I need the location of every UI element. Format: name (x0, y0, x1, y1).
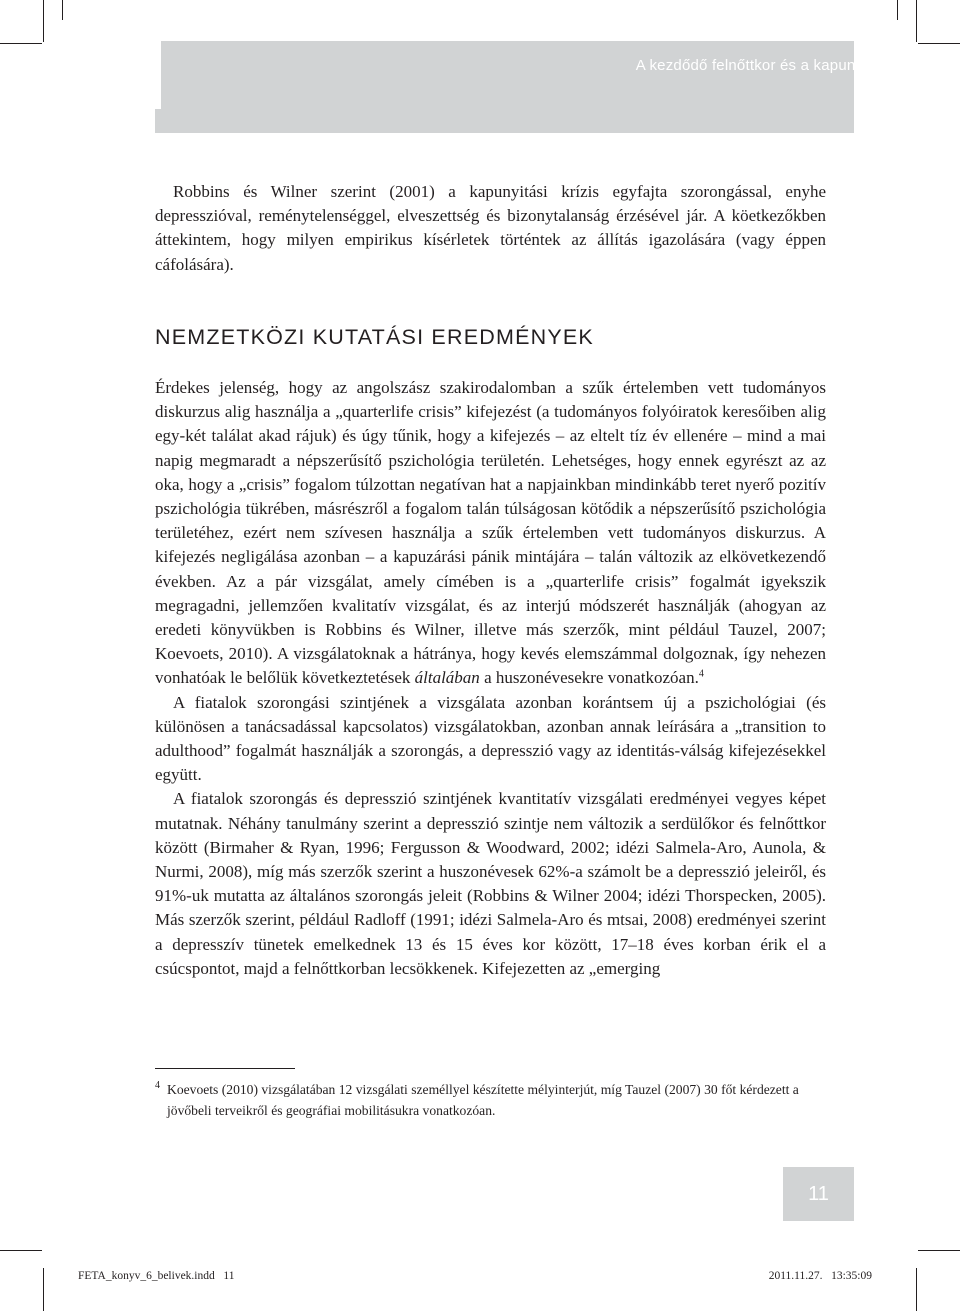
footnote-reference: 4 (698, 668, 704, 680)
body-text (155, 376, 826, 981)
crop-mark (43, 1268, 44, 1311)
crop-mark (897, 0, 898, 20)
paragraph-text: a huszonévesekre vonatkozóan. (479, 668, 699, 688)
running-head-band (155, 41, 854, 133)
intro-block (155, 180, 826, 277)
footnote-text: Koevoets (2010) vizsgálatában 12 vizsgálati személlyel készítette mélyinterjút, míg Tauzel (2007) 30 főt kérdezett a jövőbeli terveikről és geográfiai mobilitásukra vonatkozóan. (167, 1082, 799, 1118)
body-paragraph-2: A fiatalok szorongási szintjének a vizsgálata azonban korántsem új a pszichológiai (és különösen a tanácsadással kapcsolatos) vizsgálatokban, azonban annak leírására a „transition to adulthood” fogalmát használják a szorongás, a depresszió vagy az identitás-válság kifejezésekkel együtt. (155, 692, 826, 785)
crop-mark (0, 43, 42, 44)
running-head-accent (155, 41, 161, 109)
slug-timestamp: 2011.11.27. 13:35:09 (768, 1270, 872, 1282)
crop-mark (43, 0, 44, 42)
body-paragraph-1 (155, 376, 826, 691)
crop-mark (916, 1268, 917, 1311)
footnote-rule (155, 1068, 295, 1069)
crop-mark (62, 0, 63, 20)
crop-mark (918, 1250, 960, 1251)
crop-mark (918, 43, 960, 44)
footnote (155, 1079, 826, 1121)
crop-mark (0, 1250, 42, 1251)
italic-word: általában (414, 668, 480, 688)
page-number: 11 (783, 1167, 854, 1221)
intro-paragraph: Robbins és Wilner szerint (2001) a kapunyitási krízis egyfajta szorongással, enyhe depresszióval, reménytelenséggel, elveszettség és bizonytalanság érzésével jár. A köetkezőkben áttekintem, hogy milyen empirikus kísérletek történtek az állítás igazolására (vagy éppen cáfolására). (155, 182, 826, 274)
section-heading: NEMZETKÖZI KUTATÁSI EREDMÉNYEK (155, 325, 594, 349)
paragraph-text: Érdekes jelenség, hogy az angolszász szakirodalomban a szűk értelemben vett tudományos diskurzus alig használja a „quarterlife crisis” kifejezést (a tudományos folyóiratok keresőiben alig egy-két találat akad rájuk) és úgy tűnik, hogy a kifejezés – az eltelt tíz év ellenére – mind a mai napig megmaradt a népszerűsítő pszichológia területén. Lehetséges, hogy ennek egyrészt az az oka, hogy a „crisis” fogalom túlzottan negatívan hat a napjainkban mindinkább teret nyerő pozitív pszichológia tükrében, másrészről a fogalom talán túlságosan kötődik a népszerűsítő pszichológia területéhez, ezért nem szívesen használja a szűk értelemben vett tudományos diskurzus. A kifejezés negligálása azonban – a kapuzárási pánik mintájára – talán változik az elkövetkezendő években. Az a pár vizsgálat, amely címében is a „quarterlife crisis” fogalmát igyekszik megragadni, jellemzően kvalitatív vizsgálat, és az interjú módszerét használják (ahogyan az eredeti könyvükben is Robbins és Wilner, illetve más szerzők, mint például Tauzel, 2007; Koevoets, 2010). A vizsgálatoknak a hátránya, hogy kevés elemszámmal dolgoznak, így nehezen vonhatóak le belőlük következtetések (155, 378, 826, 688)
footnote-marker: 4 (155, 1080, 160, 1091)
body-paragraph-3: A fiatalok szorongás és depresszió szintjének kvantitatív vizsgálati eredményei vegyes képet mutatnak. Néhány tanulmány szerint a depresszió szintje nem változik a serdülőkor és felnőttkor között (Birmaher & Ryan, 1996; Fergusson & Woodward, 2002; idézi Salmela-Aro, Aunola, & Nurmi, 2008), míg más szerzők szerint a huszonévesek 62%-a számolt be a depresszió jeleiről, és 91%-uk mutatta az általános szorongás jeleit (Robbins & Wilner 2004; idézi Thorspecken, 2005). Más szerzők szerint, például Radloff (1991; idézi Salmela-Aro és mtsai, 2008) eredményei szerint a depresszív tünetek emelkednek 13 és 15 éves kor között, 17–18 éves korban érik el a csúcspontot, majd a felnőttkorban lecsökkenek. Kifejezetten az „emerging (155, 789, 826, 978)
running-head: A kezdődő felnőttkor és a kapunyitási pánik (635, 57, 932, 74)
crop-mark (916, 0, 917, 42)
slug-filename: FETA_konyv_6_belivek.indd 11 (78, 1270, 235, 1282)
